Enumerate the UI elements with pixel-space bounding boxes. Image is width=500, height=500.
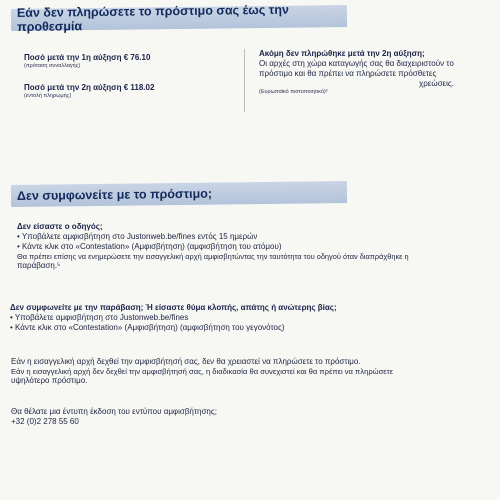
amount-2-label: Ποσό μετά την 2η αύξηση € 118.02 (24, 83, 155, 92)
disagree-violation-heading: Δεν συμφωνείτε με την παράβαση; Ή είσαστε θύμα κλοπής, απάτης ή ανώτερης βίας; (10, 303, 337, 312)
printed-form-block (11, 407, 491, 427)
section-title-deadline-text: Εάν δεν πληρώσετε το πρόστιμο σας έως την προθεσμία (16, 2, 290, 34)
not-driver-text-2: παράβαση.⁵ (17, 261, 61, 271)
outcome-rejected-1: Εάν η εισαγγελική αρχή δεν δεχθεί την αμφισβήτησή σας, η διαδικασία θα συνεχιστεί και θα πρέπει να πληρώσετε (11, 367, 394, 376)
phone-number[interactable]: +32 (0)2 278 55 60 (11, 417, 79, 426)
not-driver-bullet-1: • Υποβάλετε αμφισβήτηση στο Justonweb.be/fines εντός 15 ημερών (17, 232, 487, 242)
still-unpaid-block (259, 49, 494, 96)
amount-1-label: Ποσό μετά την 1η αύξηση € 76.10 (24, 53, 151, 62)
section-title-disagree (11, 181, 347, 207)
still-unpaid-text-3: χρεώσεις. (419, 79, 454, 88)
amount-1-note: (πρόταση συναλλαγής) (24, 63, 81, 69)
not-driver-block (17, 222, 487, 271)
section-title-deadline (11, 2, 347, 34)
still-unpaid-text-2: πρόστιμο και θα πρέπει να πληρώσετε πρόσθετες (259, 69, 437, 78)
amount-after-first-increase (24, 53, 150, 70)
outcome-accepted: Εάν η εισαγγελική αρχή δεχθεί την αμφισβήτησή σας, δεν θα χρειαστεί να πληρώσετε το πρόστιμο. (11, 357, 361, 366)
disagree-violation-bullet-1: • Υποβάλετε αμφισβήτηση στο Justonweb.be/fines (10, 313, 490, 323)
european-certificate-note: (Ευρωπαϊκό πιστοποιητικό)² (259, 89, 328, 95)
not-driver-heading: Δεν είσαστε ο οδηγός; (17, 222, 103, 231)
disagree-violation-bullet-2: • Κάντε κλικ στο «Contestation» (Αμφισβήτηση) (αμφισβήτηση του γεγονότος) (10, 323, 490, 333)
still-unpaid-text-1: Οι αρχές στη χώρα καταγωγής σας θα διαχειριστούν το (259, 59, 454, 68)
not-driver-bullet-2: • Κάντε κλικ στο «Contestation» (Αμφισβήτηση) (αμφισβήτηση του ατόμου) (17, 242, 487, 252)
amount-2-note: (εντολή πληρωμής) (24, 93, 72, 99)
outcome-rejected-2: υψηλότερο πρόστιμο. (11, 376, 88, 386)
still-unpaid-heading: Ακόμη δεν πληρώθηκε μετά την 2η αύξηση; (259, 49, 425, 58)
not-driver-text-1: Θα πρέπει επίσης να ενημερώσετε την εισαγγελική αρχή αμφισβητώντας την ταυτότητα του οδηγού όταν διαπράχθηκε η (17, 252, 409, 261)
section-title-disagree-text: Δεν συμφωνείτε με το πρόστιμο; (16, 186, 213, 203)
printed-form-question: Θα θέλατε μια έντυπη έκδοση του εντύπου αμφισβήτησης; (11, 407, 217, 416)
disagree-violation-block (10, 303, 490, 333)
outcome-block (11, 357, 491, 386)
divider (244, 49, 245, 112)
amount-after-second-increase (24, 83, 154, 100)
